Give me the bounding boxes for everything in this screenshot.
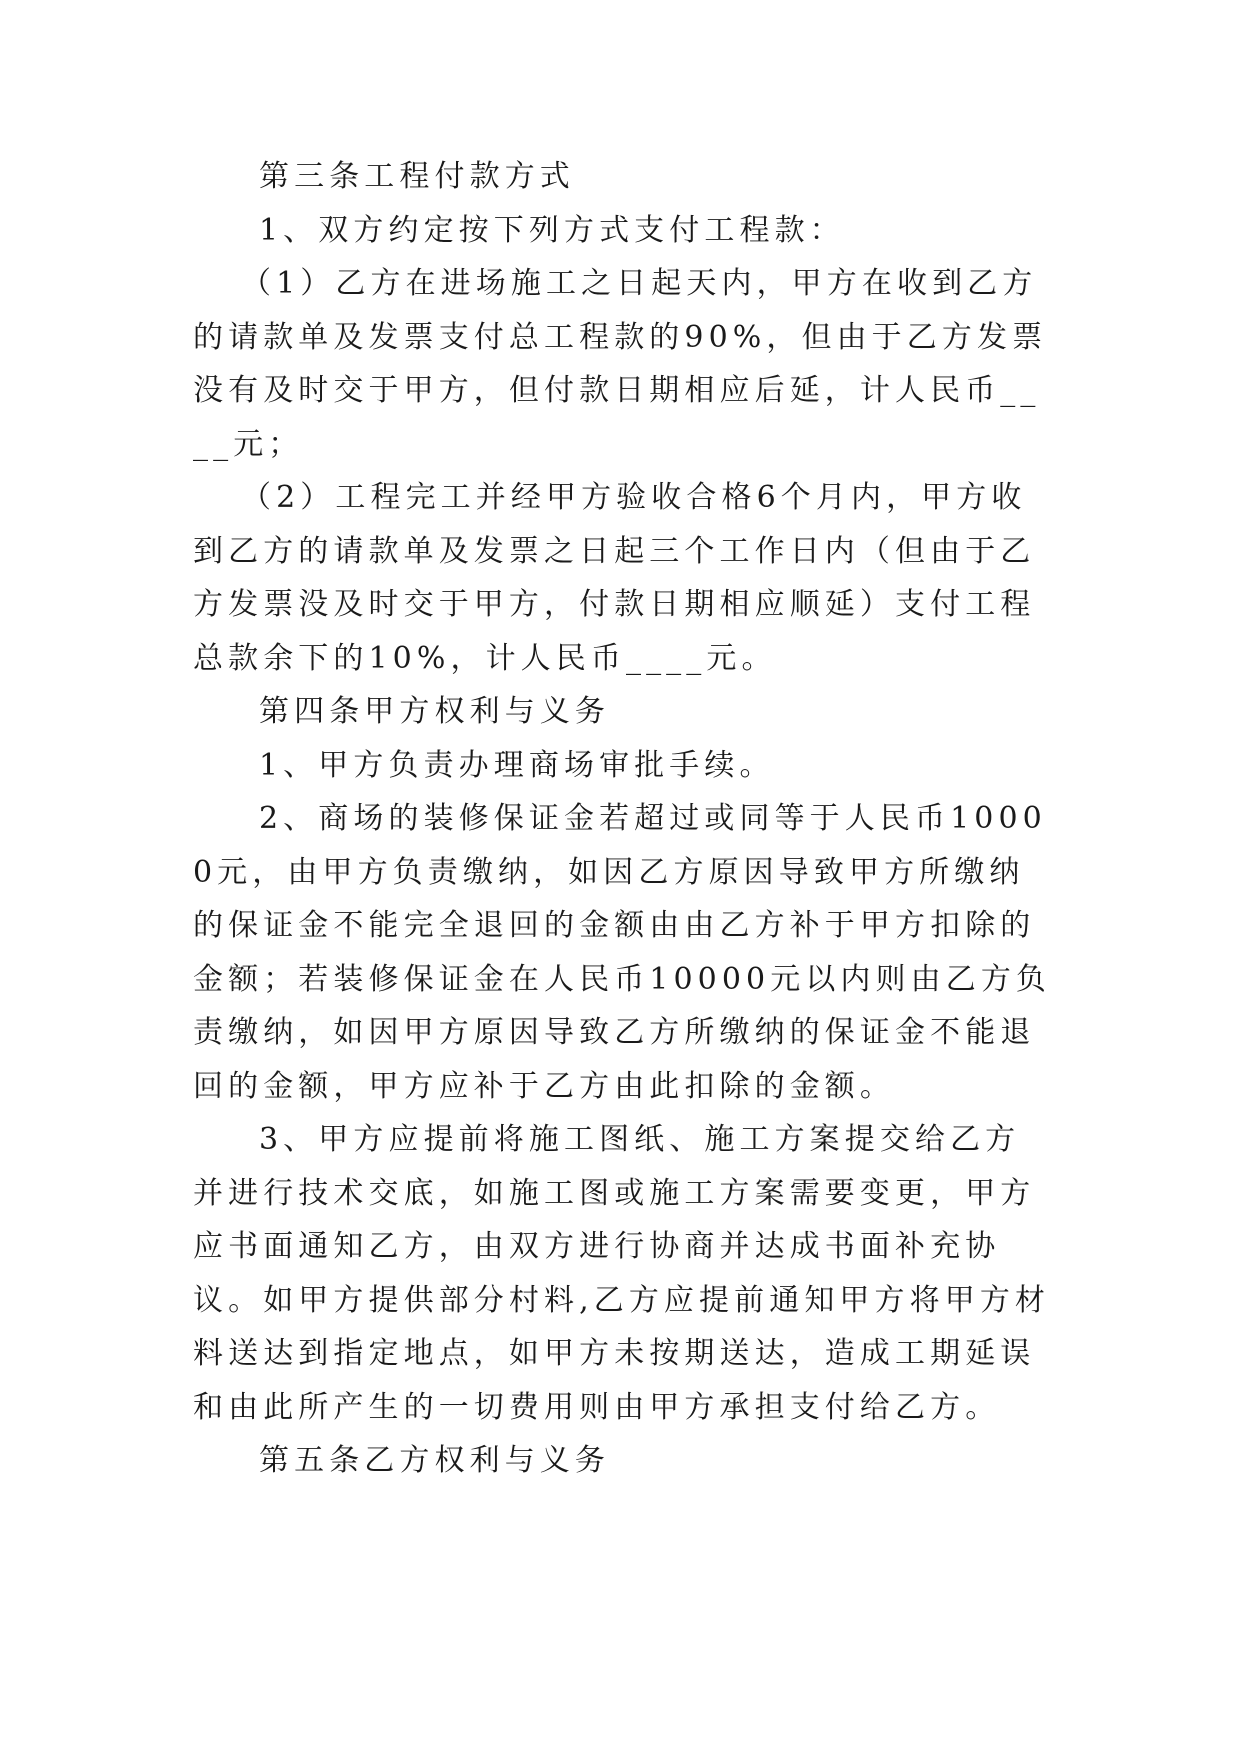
article-5-heading: 第五条乙方权利与义务 [259,1443,610,1478]
article-3-clause-1: 1、双方约定按下列方式支付工程款： [259,212,845,248]
article-4-clause-2: 2、商场的装修保证金若超过或同等于人民币10000元，由甲方负责缴纳，如因乙方原因导致甲方所缴纳的保证金不能完全退回的金额由由乙方补于甲方扣除的金额；若装修保证金在人民币10000元以内则由乙方负责缴纳，如因甲方原因导致乙方所缴纳的保证金不能退回的金额，甲方应补于乙方由此扣除的金额。 [193,801,1052,1104]
document-page [193,150,1055,1488]
article-3-heading: 第三条工程付款方式 [259,159,575,194]
article-3-clause-1-item-1: （1）乙方在进场施工之日起天内，甲方在收到乙方的请款单及发票支付总工程款的90%，但由于乙方发票没有及时交于甲方，但付款日期相应后延，计人民币____元； [193,266,1048,462]
article-3-clause-1-item-2: （2）工程完工并经甲方验收合格6个月内，甲方收到乙方的请款单及发票之日起三个工作日内（但由于乙方发票没及时交于甲方，付款日期相应顺延）支付工程总款余下的10%，计人民币____元。 [193,480,1036,676]
article-4-clause-1: 1、甲方负责办理商场审批手续。 [259,747,775,783]
article-4-clause-3: 3、甲方应提前将施工图纸、施工方案提交给乙方并进行技术交底，如施工图或施工方案需要变更，甲方应书面通知乙方，由双方进行协商并达成书面补充协议。如甲方提供部分村料,乙方应提前通知甲方将甲方材料送达到指定地点，如甲方未按期送达，造成工期延误和由此所产生的一切费用则由甲方承担支付给乙方。 [193,1122,1051,1425]
article-4-heading: 第四条甲方权利与义务 [259,694,610,729]
